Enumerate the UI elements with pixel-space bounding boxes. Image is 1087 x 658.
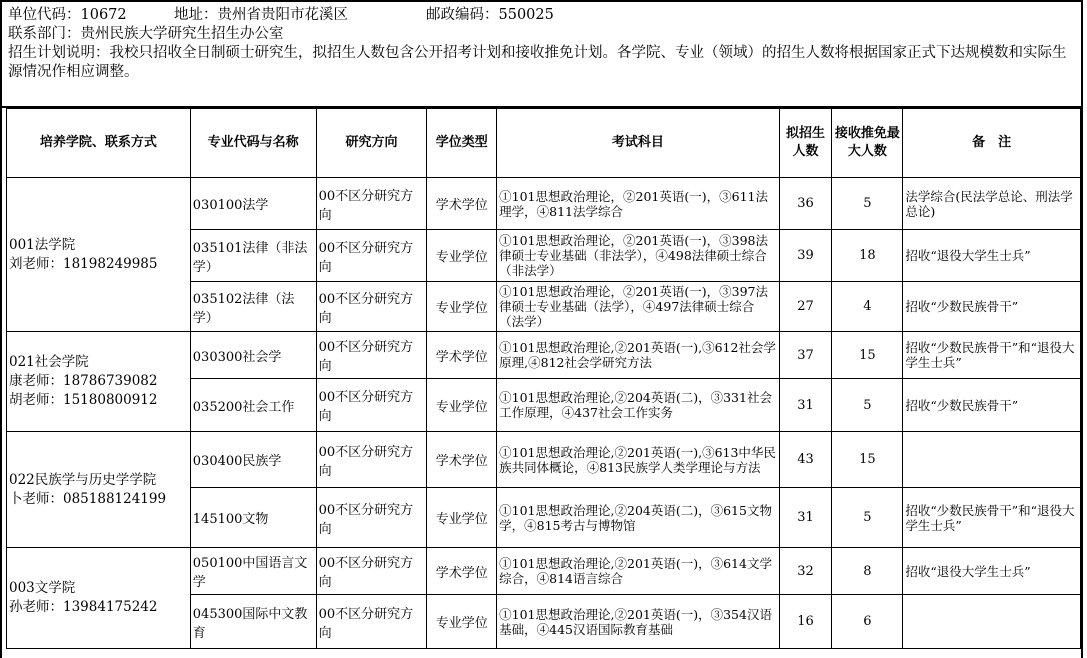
degree-cell: 学术学位 [427,332,497,379]
college-name: 001法学院 [9,236,76,253]
exempt-count-cell: 18 [832,230,903,282]
enroll-count-cell: 37 [779,332,832,379]
exempt-count-cell: 6 [832,595,903,649]
table-row [7,332,1081,379]
note-cell: 招收“少数民族骨干”和“退役大学生士兵” [903,332,1081,379]
college-contact: 康老师：18786739082 [9,373,158,389]
major-cell: 030300社会学 [190,332,316,379]
enroll-count-cell: 36 [779,178,832,230]
table-body [7,178,1081,649]
enroll-count-cell: 31 [779,488,832,548]
college-contact: 胡老师：15180800912 [9,392,158,408]
degree-cell: 专业学位 [427,595,497,649]
col-header-degree: 学位类型 [427,109,497,178]
table-header-row [7,109,1081,178]
college-contact: 孙老师：13984175242 [9,599,158,615]
subjects-cell: ①101思想政治理论，②201英语(一)，③397法律硕士专业基础（法学），④497法律硕士综合（法学） [497,282,779,332]
table-row [7,548,1081,595]
col-header-enroll: 拟招生人数 [779,109,832,178]
subjects-cell: ①101思想政治理论,②201英语(一),③613中华民族共同体概论，④813民族学人类学理论与方法 [497,432,779,488]
subjects-cell: ①101思想政治理论，②201英语(一)，③611法理学，④811法学综合 [497,178,779,230]
note-cell: 招收“少数民族骨干” [903,379,1081,432]
major-cell: 030100法学 [190,178,316,230]
note-cell: 法学综合(民法学总论、刑法学总论) [903,178,1081,230]
enroll-count-cell: 27 [779,282,832,332]
note-cell [903,432,1081,488]
enroll-count-cell: 39 [779,230,832,282]
direction-cell: 00不区分研究方向 [316,595,427,649]
direction-cell: 00不区分研究方向 [316,488,427,548]
college-cell [7,432,191,548]
note-cell: 招收“退役大学生士兵” [903,548,1081,595]
exempt-count-cell: 5 [832,379,903,432]
degree-cell: 专业学位 [427,282,497,332]
college-name: 003文学院 [9,580,76,596]
subjects-cell: ①101思想政治理论,②201英语(一)，③354汉语基础，④445汉语国际教育基础 [497,595,779,649]
direction-cell: 00不区分研究方向 [316,432,427,488]
college-name: 021社会学院 [9,354,89,370]
col-header-subjects: 考试科目 [497,109,779,178]
direction-cell: 00不区分研究方向 [316,548,427,595]
header-line-1 [8,6,1078,25]
major-cell: 035101法律（非法学） [190,230,316,282]
subjects-cell: ①101思想政治理论,②204英语(二)，③331社会工作原理，④437社会工作实务 [497,379,779,432]
major-cell: 035200社会工作 [190,379,316,432]
col-header-college: 培养学院、联系方式 [7,109,191,178]
college-contact: 卜老师：085188124199 [9,490,167,507]
major-cell: 035102法律（法学） [190,282,316,332]
subjects-cell: ①101思想政治理论,②204英语(二)，③615文物学，④815考古与博物馆 [497,488,779,548]
note-cell [903,595,1081,649]
exempt-count-cell: 15 [832,432,903,488]
degree-cell: 学术学位 [427,548,497,595]
direction-cell: 00不区分研究方向 [316,332,427,379]
exempt-count-cell: 15 [832,332,903,379]
major-cell: 050100中国语言文学 [190,548,316,595]
direction-cell: 00不区分研究方向 [316,379,427,432]
exempt-count-cell: 4 [832,282,903,332]
col-header-note: 备 注 [903,109,1081,178]
degree-cell: 学术学位 [427,178,497,230]
col-header-direction: 研究方向 [316,109,427,178]
major-cell: 045300国际中文教育 [190,595,316,649]
degree-cell: 专业学位 [427,379,497,432]
col-header-exempt: 接收推免最大人数 [832,109,903,178]
enrollment-plan-note: 招生计划说明：我校只招收全日制硕士研究生，拟招生人数包含公开招考计划和接收推免计划。各学院、专业（领域）的招生人数将根据国家正式下达规模数和实际生源情况作相应调整。 [8,45,1067,80]
major-cell: 030400民族学 [190,432,316,488]
enroll-count-cell: 16 [779,595,832,649]
college-cell [7,332,191,432]
address: 地址：贵州省贵阳市花溪区 [174,7,348,23]
table-row [7,432,1081,488]
exempt-count-cell: 5 [832,178,903,230]
enroll-count-cell: 43 [779,432,832,488]
enroll-count-cell: 31 [779,379,832,432]
subjects-cell: ①101思想政治理论，②201英语(一)，③398法律硕士专业基础（非法学），④498法律硕士综合（非法学） [497,230,779,282]
note-cell: 招收“少数民族骨干”和“退役大学生士兵” [903,488,1081,548]
direction-cell: 00不区分研究方向 [316,282,427,332]
college-name: 022民族学与历史学学院 [9,471,157,488]
direction-cell: 00不区分研究方向 [316,230,427,282]
unit-code: 单位代码：10672 [8,7,127,23]
subjects-cell: ①101思想政治理论,②201英语(一),③612社会学原理,④812社会学研究方法 [497,332,779,379]
exempt-count-cell: 5 [832,488,903,548]
college-contact: 刘老师：18198249985 [9,255,158,272]
degree-cell: 学术学位 [427,432,497,488]
table-row [7,178,1081,230]
college-cell [7,548,191,649]
college-cell [7,178,191,332]
document-header [8,6,1078,82]
exempt-count-cell: 8 [832,548,903,595]
direction-cell: 00不区分研究方向 [316,178,427,230]
note-cell: 招收“少数民族骨干” [903,282,1081,332]
enroll-count-cell: 32 [779,548,832,595]
enrollment-table [6,108,1081,649]
degree-cell: 专业学位 [427,488,497,548]
contact-department: 联系部门：贵州民族大学研究生招生办公室 [8,26,284,42]
major-cell: 145100文物 [190,488,316,548]
col-header-major: 专业代码与名称 [190,109,316,178]
degree-cell: 专业学位 [427,230,497,282]
subjects-cell: ①101思想政治理论,②201英语(一)，③614文学综合，④814语言综合 [497,548,779,595]
postcode: 邮政编码：550025 [426,7,554,23]
note-cell: 招收“退役大学生士兵” [903,230,1081,282]
